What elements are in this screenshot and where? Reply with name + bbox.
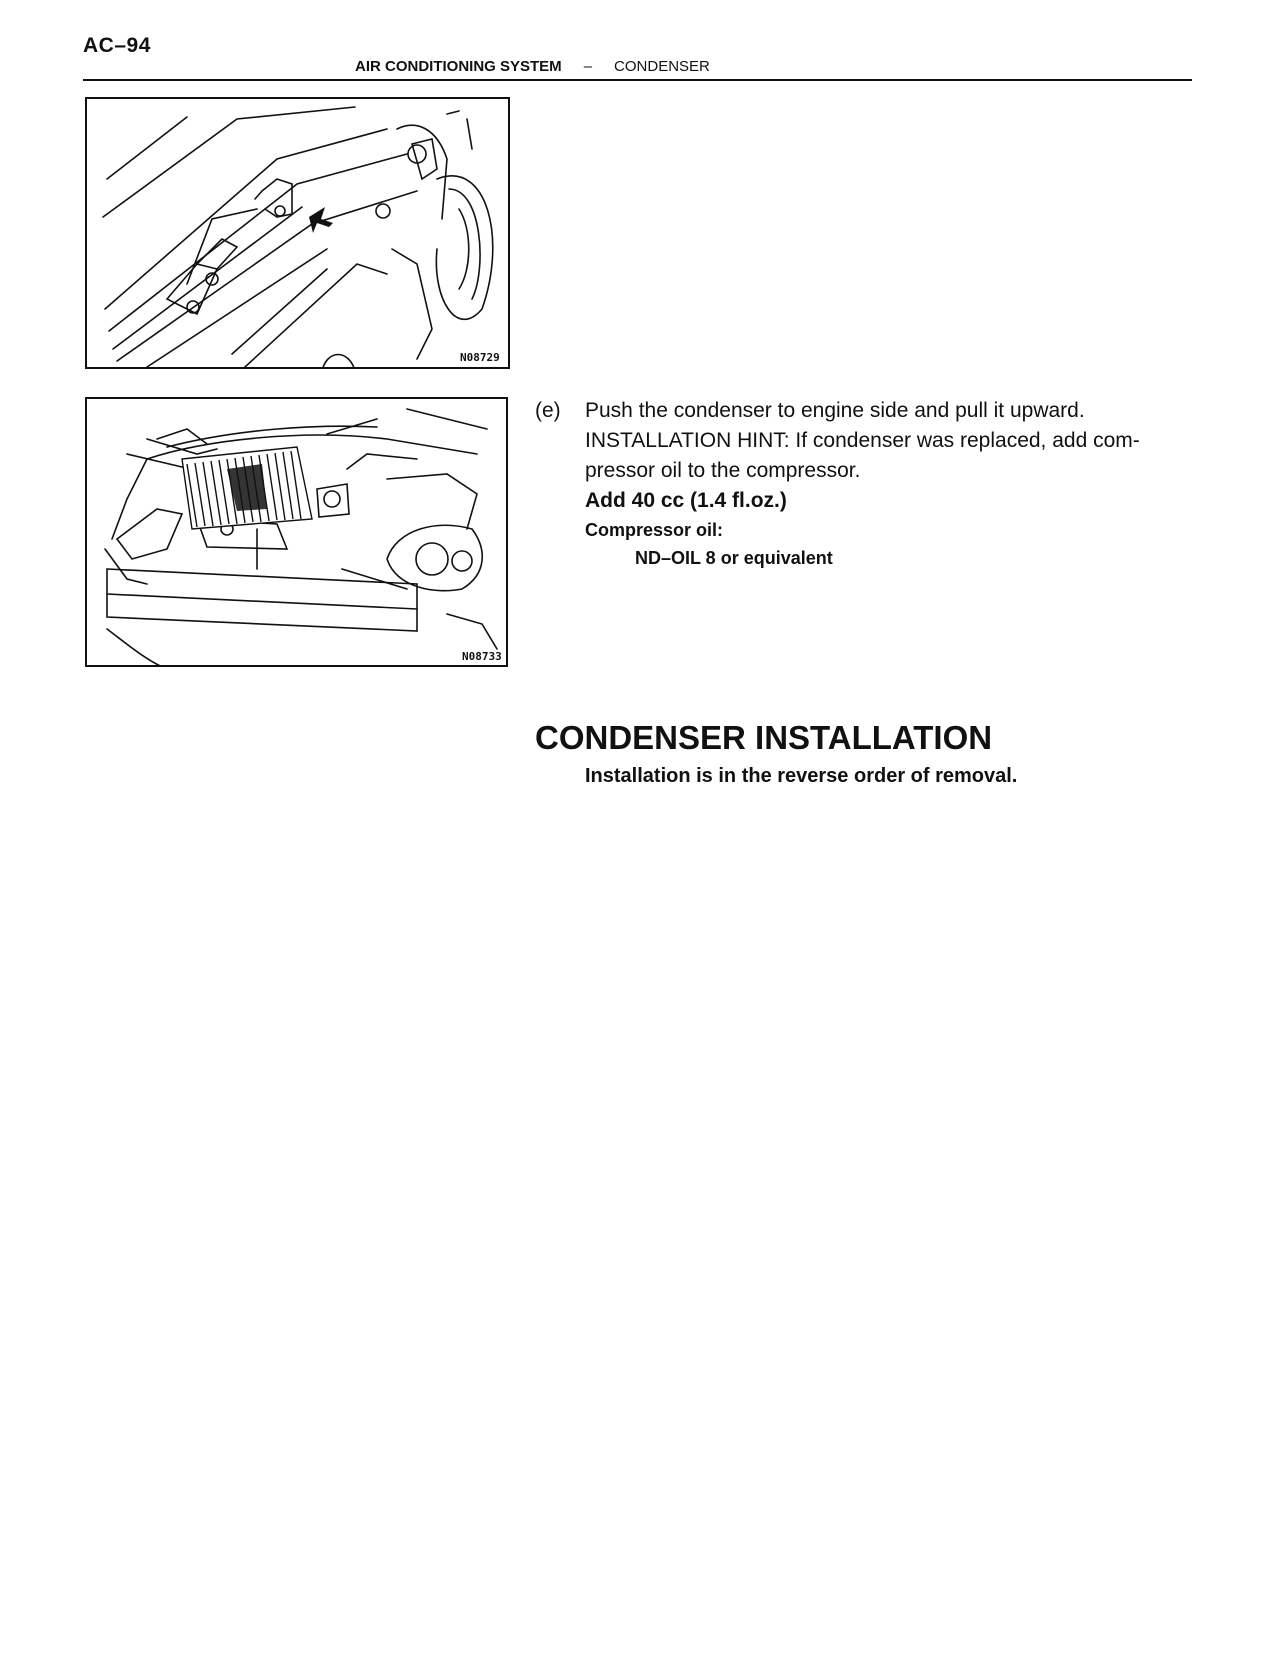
oil-spec-value: ND–OIL 8 or equivalent [635, 548, 833, 568]
figure-condenser-removal [85, 397, 508, 667]
running-header [355, 58, 710, 75]
installation-note: Installation is in the reverse order of removal. [585, 765, 1018, 787]
bracket-bolt-illustration [87, 99, 510, 369]
section-heading: CONDENSER INSTALLATION [535, 719, 993, 756]
step-line: INSTALLATION HINT: If condenser was replaced, add com- [585, 429, 1140, 452]
figure-code: N08733 [462, 650, 502, 663]
page-number: AC–94 [83, 34, 151, 57]
step-line: Push the condenser to engine side and pull it upward. [585, 399, 1085, 422]
header-section: AIR CONDITIONING SYSTEM [355, 58, 562, 75]
figure-code: N08729 [460, 351, 500, 364]
header-rule [83, 79, 1192, 81]
oil-spec-label: Compressor oil: [585, 520, 724, 540]
step-marker: (e) [535, 399, 561, 422]
oil-amount: Add 40 cc (1.4 fl.oz.) [585, 489, 787, 512]
step-body [585, 396, 1205, 572]
header-subsection: CONDENSER [614, 58, 710, 75]
step-line: pressor oil to the compressor. [585, 459, 861, 482]
condenser-removal-illustration [87, 399, 508, 667]
figure-bracket-bolt [85, 97, 510, 369]
header-separator: – [583, 58, 593, 75]
